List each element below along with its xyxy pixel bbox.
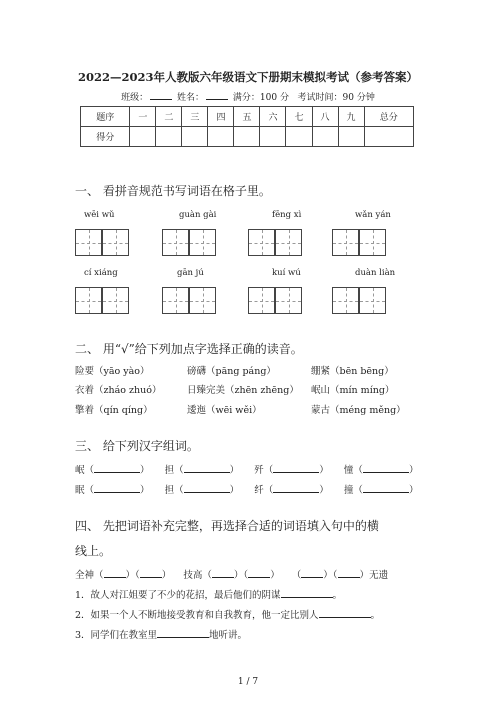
writing-grid[interactable]	[189, 287, 216, 314]
score-cell: 题序	[81, 107, 130, 127]
answer-blank[interactable]	[140, 567, 162, 578]
score-table-header-row	[81, 107, 414, 127]
writing-grid[interactable]	[248, 287, 275, 314]
sentence-2	[75, 607, 380, 621]
score-input-cell[interactable]	[260, 127, 286, 147]
word-group-row	[75, 462, 418, 476]
score-cell: 七	[286, 107, 312, 127]
full-score: 满分：100 分	[232, 93, 289, 103]
reading-item: 绷紧（bēn bēng）	[311, 366, 394, 377]
answer-blank[interactable]	[184, 462, 230, 473]
score-table	[80, 106, 414, 147]
writing-grid[interactable]	[275, 229, 302, 256]
paren: ）	[319, 465, 329, 476]
score-input-cell[interactable]	[130, 127, 156, 147]
word-group-row	[75, 482, 418, 496]
char-prompt: 担（	[164, 465, 184, 476]
reading-item: 蒙古（méng měng）	[311, 405, 406, 416]
writing-grid[interactable]	[75, 287, 102, 314]
writing-grid[interactable]	[162, 229, 189, 256]
answer-blank[interactable]	[338, 567, 360, 578]
sentence-text: 2．如果一个人不断地接受教育和自我教育，他一定比别人	[75, 610, 319, 621]
char-prompt: 撞（	[343, 485, 363, 496]
char-prompt: 眠（	[75, 485, 95, 496]
pinyin: kuí wú	[272, 268, 301, 278]
reading-item: 岷山（mín míng）	[311, 385, 395, 396]
char-prompt: 岷（	[75, 465, 95, 476]
sentence-end: 地听讲。	[209, 630, 248, 641]
score-cell: 二	[156, 107, 182, 127]
paren: ）	[319, 485, 329, 496]
writing-grid[interactable]	[102, 287, 129, 314]
answer-blank[interactable]	[301, 567, 323, 578]
exam-title: 2022—2023年人教版六年级语文下册期末模拟考试（参考答案）	[77, 70, 418, 84]
score-cell: 四	[208, 107, 234, 127]
score-input-cell[interactable]	[364, 127, 413, 147]
sentence-text: 1．故人对江姐要了不少的花招，最后他们的阴谋	[75, 590, 281, 601]
pinyin: cí xiáng	[84, 268, 118, 278]
sentence-end: 。	[332, 590, 343, 601]
reading-item: 日臻完美（zhēn zhēng）	[187, 385, 299, 396]
answer-blank[interactable]	[94, 462, 140, 473]
answer-blank[interactable]	[281, 587, 333, 598]
answer-blank[interactable]	[184, 482, 230, 493]
reading-item: 磅礴（pāng páng）	[187, 366, 276, 377]
idiom-row: 全神（ ）（ ） 技高（ ）（ ） （ ）（ ）无遗	[75, 567, 388, 581]
idiom-suffix: 无遗	[369, 570, 389, 581]
section4-title-line1: 四、 先把词语补充完整，再选择合适的词语填入句中的横	[75, 519, 379, 533]
writing-grid[interactable]	[359, 287, 386, 314]
class-label: 班级：	[121, 93, 149, 103]
char-prompt: 憧（	[343, 465, 363, 476]
writing-grid[interactable]	[75, 229, 102, 256]
score-cell: 六	[260, 107, 286, 127]
score-input-cell[interactable]	[312, 127, 338, 147]
score-cell: 五	[234, 107, 260, 127]
score-input-cell[interactable]	[234, 127, 260, 147]
score-cell: 总分	[364, 107, 413, 127]
paren: ）	[140, 465, 150, 476]
answer-blank[interactable]	[104, 567, 126, 578]
char-prompt: 纤（	[254, 485, 274, 496]
score-input-cell[interactable]	[338, 127, 364, 147]
pinyin: wēi wǔ	[84, 210, 115, 220]
reading-item: 险要（yāo yào）	[75, 366, 150, 377]
sentence-text: 3．同学们在教室里	[75, 630, 158, 641]
reading-item: 擎着（qín qíng）	[75, 405, 153, 416]
paren: ）	[229, 465, 240, 476]
answer-blank[interactable]	[212, 567, 234, 578]
score-input-cell[interactable]	[156, 127, 182, 147]
writing-grid[interactable]	[275, 287, 302, 314]
answer-blank[interactable]	[363, 482, 409, 493]
writing-grid[interactable]	[248, 229, 275, 256]
writing-grid[interactable]	[332, 287, 359, 314]
sentence-end: 。	[370, 610, 381, 621]
pinyin: fēng xì	[272, 210, 302, 220]
name-blank[interactable]	[206, 91, 228, 100]
paren: ）	[140, 485, 150, 496]
idiom-prefix: 全神	[75, 570, 95, 581]
exam-time: 考试时间：90 分钟	[297, 93, 375, 103]
score-cell: 一	[130, 107, 156, 127]
name-label: 姓名：	[177, 93, 205, 103]
sentence-3	[75, 627, 247, 641]
exam-info	[0, 90, 496, 103]
score-input-cell[interactable]	[286, 127, 312, 147]
section4-title-line2: 线上。	[75, 544, 112, 558]
class-blank[interactable]	[150, 91, 172, 100]
writing-grid[interactable]	[102, 229, 129, 256]
pinyin: duàn liàn	[355, 268, 396, 278]
writing-grid[interactable]	[359, 229, 386, 256]
score-cell: 三	[182, 107, 208, 127]
paren: ）	[229, 485, 240, 496]
score-table-score-row	[81, 127, 414, 147]
paren: ）	[408, 485, 419, 496]
answer-blank[interactable]	[248, 567, 270, 578]
char-prompt: 歼（	[254, 465, 274, 476]
pinyin: wǎn yán	[355, 210, 391, 220]
reading-item: 衣着（zháo zhuó）	[75, 385, 162, 396]
score-row-label: 得分	[81, 127, 130, 147]
score-input-cell[interactable]	[208, 127, 234, 147]
page-number: 1 / 7	[237, 677, 259, 687]
pinyin: gān jú	[177, 268, 204, 278]
answer-blank[interactable]	[273, 462, 319, 473]
answer-blank[interactable]	[157, 627, 209, 638]
answer-blank[interactable]	[94, 482, 140, 493]
score-input-cell[interactable]	[182, 127, 208, 147]
char-prompt: 担（	[164, 485, 184, 496]
sentence-1	[75, 587, 342, 601]
pinyin: guàn gài	[179, 210, 217, 220]
answer-blank[interactable]	[363, 462, 409, 473]
idiom-prefix: 技高	[183, 570, 203, 581]
score-cell: 九	[338, 107, 364, 127]
reading-item: 逶迤（wēi wěi）	[187, 405, 262, 416]
section3-title: 三、 给下列汉字组词。	[75, 439, 199, 453]
section1-title: 一、 看拼音规范书写词语在格子里。	[75, 184, 271, 198]
score-cell: 八	[312, 107, 338, 127]
writing-grid[interactable]	[189, 229, 216, 256]
paren: ）	[408, 465, 419, 476]
answer-blank[interactable]	[273, 482, 319, 493]
section2-title: 二、 用“√”给下列加点字选择正确的读音。	[75, 342, 303, 356]
writing-grid[interactable]	[162, 287, 189, 314]
answer-blank[interactable]	[319, 607, 371, 618]
writing-grid[interactable]	[332, 229, 359, 256]
